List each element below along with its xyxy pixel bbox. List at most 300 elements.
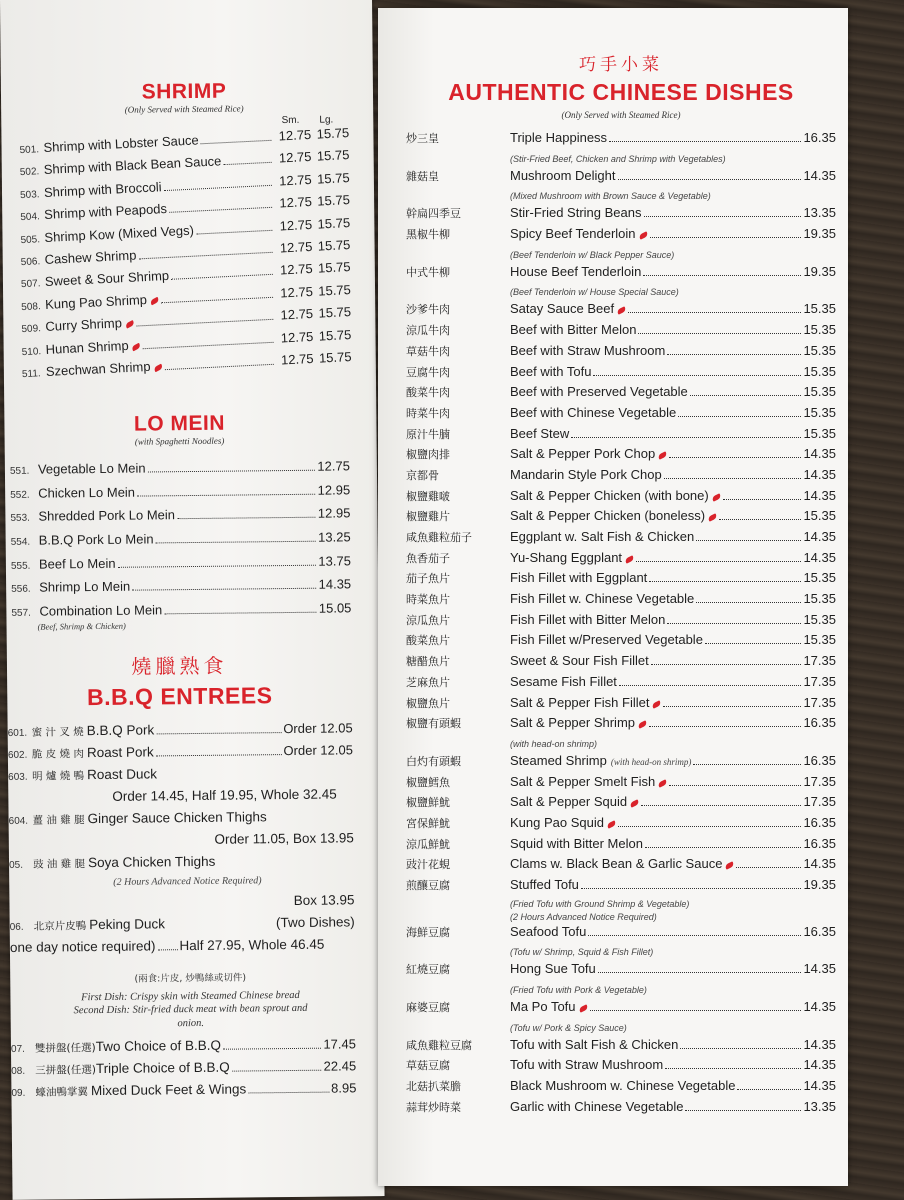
menu-item — [406, 753, 836, 774]
leader-dots — [571, 437, 801, 438]
item-price: 14.35 — [803, 856, 836, 872]
item-name: Soya Chicken Thighs — [87, 853, 216, 871]
item-name: Shrimp with Lobster Sauce — [43, 132, 200, 155]
item-price: 12.95 — [317, 505, 351, 522]
leader-dots — [693, 764, 801, 765]
item-chinese-name: 沙爹牛肉 — [406, 303, 450, 317]
small-price: 12.75 — [279, 216, 313, 234]
item-chinese-name: 紅燒豆腐 — [406, 963, 450, 977]
leader-dots — [118, 564, 317, 567]
large-price: 15.75 — [316, 192, 351, 209]
leader-dots — [165, 364, 274, 370]
leader-dots — [161, 297, 273, 303]
leader-dots — [696, 602, 801, 603]
menu-item — [406, 467, 836, 488]
leader-dots — [232, 1070, 322, 1072]
item-chinese-name: 涼瓜牛肉 — [406, 324, 450, 338]
item-name: Salt & Pepper Chicken (with bone) — [510, 487, 709, 503]
item-name: Beef with Preserved Vegetable — [510, 384, 688, 400]
item-note: (2 Hours Advanced Notice Required) — [113, 875, 262, 888]
item-chinese-name: 椒鹽雞啵 — [406, 489, 450, 503]
item-name: Sweet & Sour Fish Fillet — [510, 653, 649, 669]
item-chinese-name: 豆腐牛肉 — [406, 365, 450, 379]
item-price: 14.35 — [803, 446, 836, 462]
leader-dots — [156, 541, 317, 544]
item-name: Triple Choice of B.B.Q — [95, 1059, 230, 1077]
menu-item — [10, 506, 350, 533]
item-name: Garlic with Chinese Vegetable — [510, 1098, 684, 1114]
item-number: 504. — [20, 211, 41, 224]
item-name-note: (with head-on shrimp) — [610, 756, 692, 767]
lo-mein-list — [10, 458, 352, 627]
menu-item — [406, 612, 836, 633]
item-name: Cashew Shrimp — [44, 247, 137, 267]
item-name: Mandarin Style Pork Chop — [510, 466, 662, 482]
menu-item — [406, 1078, 836, 1099]
item-chinese-name: 椒鹽有頭蝦 — [406, 717, 461, 731]
leader-dots — [223, 162, 271, 165]
item-number: 509. — [21, 323, 42, 336]
leader-dots — [667, 354, 801, 355]
item-chinese-name: 雜菇皇 — [406, 169, 439, 183]
item-number: 503. — [19, 188, 40, 201]
item-name: Tofu with Straw Mushroom — [510, 1057, 664, 1073]
item-name: Mixed Duck Feet & Wings — [90, 1081, 247, 1099]
leader-dots — [669, 457, 801, 458]
shrimp-list — [19, 125, 352, 381]
leader-dots — [645, 847, 802, 848]
item-price: 13.35 — [803, 205, 836, 221]
item-chinese-name: 豉 油 雞 腿 — [32, 858, 86, 871]
item-number: 510. — [21, 345, 42, 358]
chili-pepper-icon — [658, 452, 668, 460]
size-header — [19, 115, 333, 129]
shrimp-title: SHRIMP — [141, 79, 227, 104]
authentic-subtitle: (Only Served with Steamed Rice) — [561, 110, 681, 120]
item-price: 14.35 — [803, 1078, 836, 1094]
item-number: 555. — [10, 560, 31, 572]
item-name: Eggplant w. Salt Fish & Chicken — [510, 529, 695, 544]
leader-dots — [171, 274, 273, 280]
item-name: Salt & Pepper Chicken (boneless) — [510, 508, 706, 524]
item-name: Salt & Pepper Smelt Fish — [510, 773, 656, 789]
leader-dots — [638, 333, 801, 334]
item-chinese-name: 煎釀豆腐 — [406, 879, 450, 892]
leader-dots — [581, 888, 802, 889]
leader-dots — [618, 179, 802, 180]
menu-item — [11, 553, 351, 580]
item-number: 552. — [10, 489, 30, 501]
item-name: Tofu with Salt Fish & Chicken — [510, 1036, 679, 1052]
large-price: 15.75 — [316, 125, 350, 142]
item-chinese-name: 京都骨 — [406, 468, 439, 482]
item-chinese-name: 時菜牛肉 — [406, 406, 450, 420]
chili-pepper-icon — [124, 320, 134, 329]
item-name: Shrimp with Black Bean Sauce — [43, 153, 222, 178]
leader-dots — [636, 561, 801, 562]
leader-dots — [649, 581, 801, 582]
item-price: 15.35 — [803, 611, 836, 627]
item-name: Salt & Pepper Squid — [510, 794, 628, 810]
item-price: 14.35 — [803, 466, 836, 482]
item-price: 17.35 — [803, 773, 836, 789]
item-chinese-name: 三拼盤(任選) — [35, 1064, 96, 1077]
item-name: Beef Lo Mein — [38, 555, 116, 572]
menu-item — [406, 632, 836, 653]
item-name: Salt & Pepper Shrimp — [510, 715, 636, 731]
item-price: 15.35 — [803, 591, 836, 607]
item-chinese-name: 椒鹽肉排 — [406, 448, 450, 462]
item-name: Shrimp Kow (Mixed Vegs) — [44, 222, 195, 245]
size-large-label: Lg. — [319, 114, 334, 126]
item-chinese-name: 涼瓜鮮魷 — [406, 837, 450, 851]
leader-dots — [593, 375, 801, 376]
item-price: 14.35 — [803, 961, 836, 977]
item-price: 14.35 — [803, 1057, 836, 1073]
item-prices — [274, 215, 351, 234]
bbq-list — [8, 720, 357, 1106]
chili-pepper-icon — [629, 800, 639, 808]
item-prices: Half 27.95, Whole 46.45 — [179, 936, 325, 954]
small-price: 12.75 — [280, 306, 314, 323]
item-price: 19.35 — [803, 263, 836, 279]
item-price: 15.35 — [803, 632, 836, 648]
item-price: 15.35 — [803, 508, 836, 524]
chili-pepper-icon — [652, 700, 662, 708]
item-chinese-name: 芝麻魚片 — [406, 675, 450, 689]
menu-item — [406, 301, 836, 322]
item-number: 08. — [11, 1065, 26, 1077]
lo-mein-subtitle: (with Spaghetti Noodles) — [134, 435, 225, 447]
item-chinese-name: 椒鹽鮮魷 — [406, 796, 450, 810]
lo-mein-title: LO MEIN — [133, 411, 226, 436]
item-name: Spicy Beef Tenderloin — [510, 226, 636, 242]
menu-item — [10, 482, 350, 509]
item-price: 14.35 — [803, 167, 836, 183]
item-price: 17.45 — [323, 1036, 357, 1052]
chili-pepper-icon — [707, 514, 717, 522]
menu-item — [406, 999, 836, 1020]
leader-dots — [136, 319, 273, 327]
item-name: Fish Fillet w/Preserved Vegetable — [510, 632, 703, 648]
item-number: 501. — [19, 144, 40, 157]
item-name: Squid with Bitter Melon — [510, 835, 643, 851]
item-chinese-name: 宮保鮮魷 — [406, 816, 450, 830]
item-description: (Fried Tofu with Pork & Vegetable) — [510, 985, 647, 996]
item-prices — [275, 282, 352, 301]
leader-dots — [609, 141, 801, 142]
chili-pepper-icon — [149, 297, 159, 306]
shrimp-section — [19, 78, 352, 381]
leader-dots — [628, 312, 801, 313]
item-description: (Stir-Fried Beef, Chicken and Shrimp with Vegetables) — [510, 153, 726, 164]
item-chinese-name: 咸魚雞粒茄子 — [406, 531, 472, 544]
shrimp-subtitle: (Only Served with Steamed Rice) — [124, 103, 244, 115]
large-price: 15.75 — [318, 304, 352, 321]
menu-page-left — [0, 0, 385, 1200]
leader-dots — [663, 706, 801, 707]
small-price: 12.75 — [279, 194, 313, 211]
menu-item — [406, 794, 836, 815]
peking-duck-notice-row — [10, 936, 355, 962]
item-name: Salt & Pepper Fish Fillet — [510, 694, 650, 710]
item-prices — [273, 170, 350, 189]
item-price: 14.35 — [318, 576, 352, 593]
item-chinese-name: 脆 皮 燒 肉 — [31, 748, 84, 761]
leader-dots — [196, 229, 272, 234]
large-price: 15.75 — [317, 281, 352, 299]
authentic-chinese-title: 巧手小菜 — [579, 55, 663, 75]
menu-item — [406, 774, 836, 795]
item-name: Combination Lo Mein — [39, 602, 163, 619]
item-chinese-name: 酸菜魚片 — [406, 634, 450, 648]
menu-item — [406, 815, 836, 836]
item-number: 603. — [8, 771, 28, 783]
chili-pepper-icon — [725, 862, 735, 870]
item-chinese-name: 豉汁花蜆 — [406, 858, 450, 872]
chili-pepper-icon — [131, 342, 141, 351]
menu-page-right — [378, 8, 848, 1186]
item-price: 15.35 — [803, 570, 836, 586]
item-name: Roast Pork — [86, 744, 154, 761]
item-number: 602. — [7, 749, 28, 761]
leader-dots — [650, 237, 802, 238]
item-description: (Fried Tofu with Ground Shrimp & Vegetable) — [510, 898, 690, 909]
menu-item — [406, 529, 836, 550]
item-price: 17.35 — [803, 673, 836, 689]
large-price: 15.75 — [317, 259, 351, 276]
item-chinese-name: 蜜 汁 叉 燒 — [31, 726, 84, 739]
item-price: 15.35 — [803, 425, 836, 441]
leader-dots — [590, 1010, 802, 1011]
chili-pepper-icon — [153, 364, 163, 373]
menu-item — [406, 343, 836, 364]
large-price: 15.75 — [318, 326, 352, 344]
large-price: 15.75 — [318, 348, 352, 366]
item-price: Order 12.05 — [283, 720, 353, 737]
item-number: 511. — [21, 368, 41, 381]
menu-item — [406, 130, 836, 151]
item-chinese-name: 咸魚雞粒豆腐 — [406, 1038, 472, 1052]
item-prices: Order 14.45, Half 19.95, Whole 32.45 — [112, 786, 337, 804]
menu-item — [406, 877, 836, 898]
leader-dots — [696, 540, 801, 541]
menu-item — [406, 570, 836, 591]
small-price: 12.75 — [278, 171, 313, 189]
leader-dots — [690, 395, 802, 396]
leader-dots — [143, 341, 274, 348]
item-name: Vegetable Lo Mein — [37, 460, 146, 477]
chili-pepper-icon — [606, 820, 616, 828]
menu-item — [406, 488, 836, 509]
menu-item — [406, 405, 836, 426]
item-price: 15.35 — [803, 342, 836, 358]
item-number: 09. — [11, 1087, 26, 1099]
leader-dots — [678, 416, 801, 417]
item-price: 14.35 — [803, 1036, 836, 1052]
item-chinese-name: 原汁牛腩 — [406, 427, 450, 441]
item-chinese-name: 涼瓜魚片 — [406, 613, 450, 627]
menu-item — [406, 961, 836, 982]
item-chinese-name: 糖醋魚片 — [406, 655, 450, 669]
leader-dots — [651, 664, 802, 665]
item-name: Curry Shrimp — [45, 315, 123, 335]
item-prices — [274, 237, 351, 256]
item-number: 554. — [10, 536, 31, 548]
item-name: Fish Fillet with Eggplant — [510, 570, 648, 586]
item-notice: one day notice required) — [9, 938, 156, 955]
leader-dots — [156, 732, 281, 734]
item-name: Salt & Pepper Pork Chop — [510, 446, 656, 462]
item-prices — [275, 304, 352, 323]
item-chinese-name: 草菇牛肉 — [406, 344, 450, 358]
menu-item — [406, 1099, 836, 1120]
first-dish-note: First Dish: Crispy skin with Steamed Chinese bread — [81, 989, 300, 1003]
leader-dots — [201, 140, 272, 144]
large-price: 15.75 — [316, 147, 350, 164]
item-price: 13.75 — [318, 553, 351, 569]
size-small-label: Sm. — [281, 114, 300, 127]
item-name: Mushroom Delight — [510, 167, 616, 183]
item-number: 507. — [20, 278, 41, 291]
leader-dots — [680, 1048, 801, 1049]
item-chinese-name: 薑 油 雞 腿 — [32, 814, 85, 827]
peking-duck-description — [70, 971, 311, 1032]
item-price: 22.45 — [323, 1058, 357, 1074]
item-description: (with head-on shrimp) — [510, 738, 598, 749]
item-description: (Tofu w/ Pork & Spicy Sauce) — [510, 1022, 627, 1033]
item-price: 16.35 — [803, 814, 836, 830]
item-price: 17.35 — [803, 694, 836, 710]
item-number: 557. — [11, 607, 31, 620]
item-price: 17.35 — [803, 794, 836, 810]
item-name: Steamed Shrimp — [510, 752, 607, 768]
item-name: B.B.Q Pork Lo Mein — [38, 531, 154, 548]
item-chinese-name: 雙拼盤(任選) — [34, 1042, 96, 1055]
chili-pepper-icon — [637, 721, 647, 729]
item-name: Clams w. Black Bean & Garlic Sauce — [510, 856, 723, 872]
item-price: 15.35 — [803, 384, 836, 400]
leader-dots — [644, 216, 802, 217]
leader-dots — [248, 1092, 329, 1094]
item-price: 16.35 — [803, 923, 836, 939]
item-number: 502. — [19, 166, 40, 179]
menu-item — [406, 836, 836, 857]
item-chinese-name: 黑椒牛柳 — [406, 228, 450, 242]
item-name: Satay Sauce Beef — [510, 301, 615, 317]
item-extra: (Two Dishes) — [275, 914, 355, 931]
item-price: 16.35 — [803, 752, 836, 768]
menu-item — [406, 205, 836, 226]
second-dish-note: Second Dish: Stir-fried duck meat with bean sprout and onion. — [73, 1002, 308, 1029]
item-chinese-name: 炒三皇 — [406, 132, 439, 145]
leader-dots — [737, 1089, 801, 1090]
item-name: Yu-Shang Eggplant — [510, 549, 623, 565]
item-name: Seafood Tofu — [510, 923, 587, 939]
item-price: 14.35 — [803, 999, 836, 1015]
item-name: Triple Happiness — [510, 130, 608, 145]
item-chinese-name: 海鮮豆腐 — [406, 925, 450, 939]
menu-item — [406, 856, 836, 877]
item-prices — [273, 147, 350, 166]
menu-item — [406, 226, 836, 247]
leader-dots — [132, 588, 316, 591]
bbq-chinese-title: 燒臘熟食 — [131, 653, 228, 679]
authentic-list — [406, 130, 836, 1120]
item-name: Beef Stew — [510, 425, 570, 441]
combination-note: (Beef, Shrimp & Chicken) — [37, 620, 126, 632]
leader-dots — [164, 612, 317, 615]
item-number: 508. — [21, 300, 41, 313]
item-name: Beef with Chinese Vegetable — [510, 404, 677, 420]
item-price: 13.35 — [803, 1098, 836, 1114]
leader-dots — [588, 935, 801, 936]
leader-dots — [667, 623, 801, 624]
item-name: Beef with Straw Mushroom — [510, 342, 666, 358]
item-name: Shrimp with Peapods — [43, 201, 168, 223]
leader-dots — [618, 826, 801, 827]
item-number: 551. — [9, 465, 30, 477]
item-name: Beef with Tofu — [510, 363, 592, 379]
item-notice: (2 Hours Advanced Notice Required) — [510, 911, 657, 922]
item-price: 15.35 — [803, 301, 836, 317]
item-prices — [275, 327, 352, 346]
menu-item — [406, 508, 836, 529]
item-name: Beef with Bitter Melon — [510, 322, 637, 338]
menu-item — [406, 924, 836, 945]
item-number: 505. — [20, 233, 41, 246]
menu-item — [406, 426, 836, 447]
item-name: Black Mushroom w. Chinese Vegetable — [510, 1078, 736, 1094]
chili-pepper-icon — [578, 1004, 588, 1012]
menu-item — [406, 653, 836, 674]
item-prices — [274, 192, 351, 211]
menu-item — [406, 264, 836, 285]
item-chinese-name: 明 爐 燒 鴨 — [32, 770, 85, 783]
item-prices — [275, 349, 352, 368]
item-chinese-name: 椒鹽鱈魚 — [406, 775, 450, 789]
item-price: 16.35 — [803, 835, 836, 851]
item-chinese-name: 中式牛柳 — [406, 265, 450, 279]
leader-dots — [719, 519, 801, 520]
item-price: Box 13.95 — [293, 892, 355, 908]
menu-item — [11, 529, 351, 556]
item-prices: Order 11.05, Box 13.95 — [214, 830, 354, 847]
item-chinese-name: 時菜魚片 — [406, 593, 450, 607]
item-price: 12.75 — [317, 458, 350, 474]
item-name: Sesame Fish Fillet — [510, 673, 617, 689]
item-name: Szechwan Shrimp — [45, 358, 151, 379]
duck-note-chinese: (兩食:片皮, 炒鴨絲或切件) — [134, 972, 247, 985]
item-price: 12.95 — [317, 482, 351, 498]
leader-dots — [139, 252, 273, 260]
item-name: Sweet & Sour Shrimp — [44, 268, 170, 290]
item-prices — [273, 125, 350, 144]
large-price: 15.75 — [317, 236, 351, 254]
leader-dots — [148, 470, 316, 473]
item-number: 05. — [9, 859, 24, 871]
item-chinese-name: 酸菜牛肉 — [406, 386, 450, 400]
item-chinese-name: 北京片皮鴨 — [33, 920, 87, 933]
item-name: Shrimp Lo Mein — [39, 579, 131, 596]
item-description: (Tofu w/ Shrimp, Squid & Fish Fillet) — [510, 947, 654, 958]
item-name: Fish Fillet with Bitter Melon — [510, 611, 666, 627]
item-name: Roast Duck — [87, 766, 157, 783]
item-price: 15.05 — [318, 600, 352, 616]
small-price: 12.75 — [279, 283, 314, 301]
item-price: 14.35 — [803, 487, 836, 503]
menu-item — [406, 1037, 836, 1058]
